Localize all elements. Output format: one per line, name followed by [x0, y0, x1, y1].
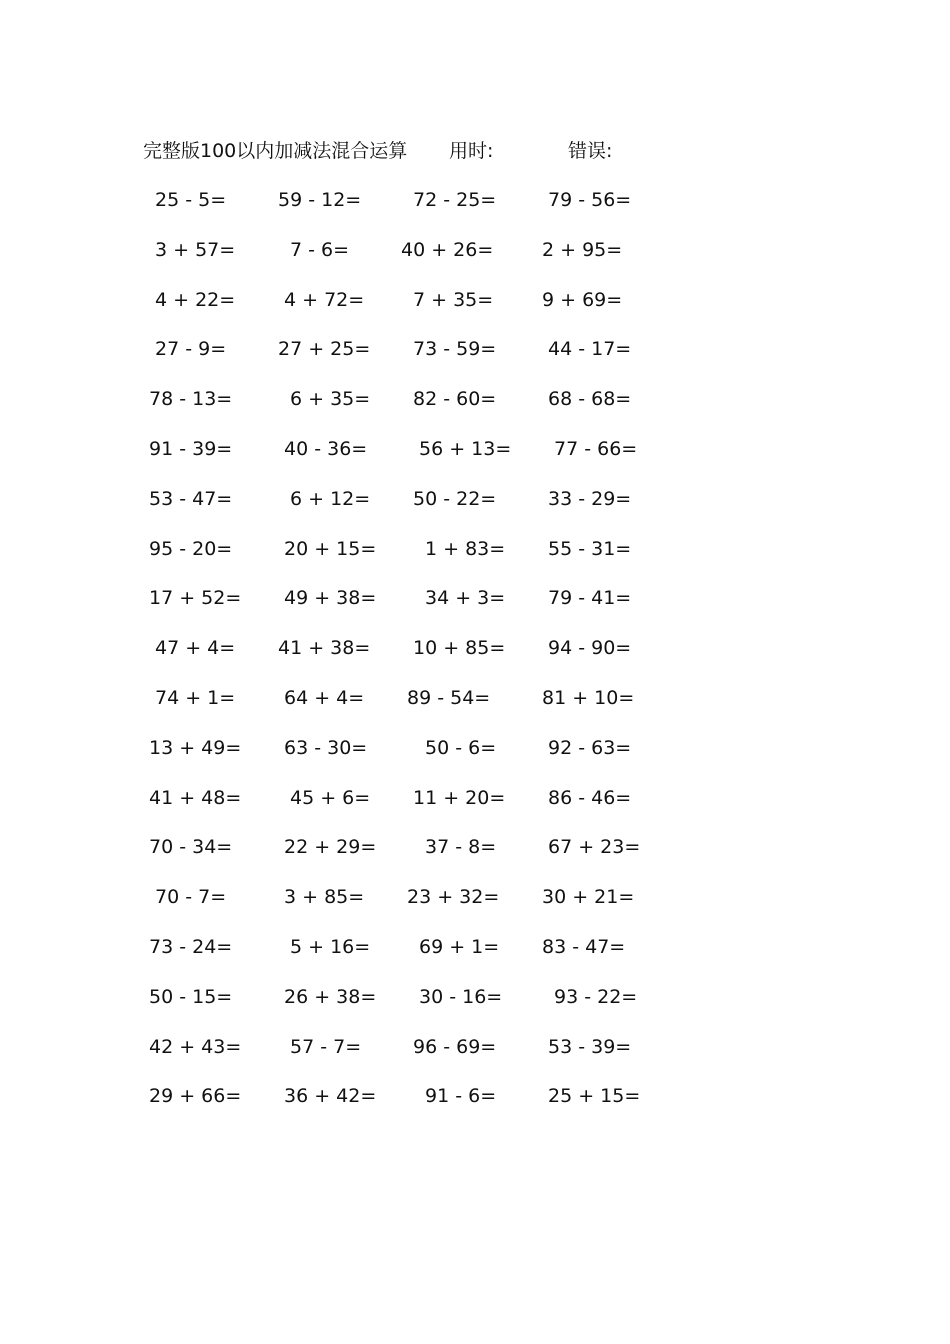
arithmetic-problem: 30 + 21= — [542, 886, 635, 909]
arithmetic-problem: 4 + 22= — [155, 288, 236, 311]
problem-row — [0, 381, 950, 431]
arithmetic-problem: 25 - 5= — [155, 189, 227, 211]
arithmetic-problem: 34 + 3= — [425, 587, 506, 610]
arithmetic-problem: 78 - 13= — [149, 388, 233, 411]
arithmetic-problem: 9 + 69= — [542, 288, 623, 311]
problem-row — [0, 431, 950, 481]
arithmetic-problem: 2 + 95= — [542, 238, 623, 261]
arithmetic-problem: 30 - 16= — [419, 985, 503, 1008]
arithmetic-problem: 79 - 41= — [548, 587, 632, 610]
arithmetic-problem: 67 + 23= — [548, 836, 641, 859]
arithmetic-problem: 69 + 1= — [419, 935, 500, 958]
arithmetic-problem: 83 - 47= — [542, 935, 626, 958]
arithmetic-problem: 89 - 54= — [407, 686, 491, 709]
arithmetic-problem: 59 - 12= — [278, 189, 362, 211]
arithmetic-problem: 4 + 72= — [284, 288, 365, 311]
arithmetic-problem: 86 - 46= — [548, 786, 632, 809]
arithmetic-problem: 7 - 6= — [290, 238, 350, 261]
arithmetic-problem: 33 - 29= — [548, 487, 632, 510]
problem-row — [0, 580, 950, 630]
problem-row — [0, 929, 950, 979]
arithmetic-problem: 1 + 83= — [425, 537, 506, 560]
arithmetic-problem: 20 + 15= — [284, 537, 377, 560]
arithmetic-problem: 7 + 35= — [413, 288, 494, 311]
arithmetic-problem: 22 + 29= — [284, 836, 377, 859]
problem-row — [0, 232, 950, 282]
arithmetic-problem: 10 + 85= — [413, 637, 506, 660]
problem-row — [0, 680, 950, 730]
problem-row — [0, 630, 950, 680]
problem-row — [0, 282, 950, 332]
problem-row — [0, 780, 950, 830]
arithmetic-problem: 91 - 6= — [425, 1085, 497, 1108]
arithmetic-problem: 73 - 24= — [149, 935, 233, 958]
problem-grid — [0, 182, 950, 1128]
arithmetic-problem: 57 - 7= — [290, 1035, 362, 1058]
arithmetic-problem: 81 + 10= — [542, 686, 635, 709]
problem-row — [0, 331, 950, 381]
arithmetic-problem: 73 - 59= — [413, 338, 497, 361]
arithmetic-problem: 63 - 30= — [284, 736, 368, 759]
arithmetic-problem: 82 - 60= — [413, 388, 497, 411]
arithmetic-problem: 42 + 43= — [149, 1035, 242, 1058]
arithmetic-problem: 53 - 47= — [149, 487, 233, 510]
arithmetic-problem: 74 + 1= — [155, 686, 236, 709]
arithmetic-problem: 3 + 57= — [155, 238, 236, 261]
arithmetic-problem: 6 + 12= — [290, 487, 371, 510]
arithmetic-problem: 26 + 38= — [284, 985, 377, 1008]
arithmetic-problem: 70 - 7= — [155, 886, 227, 909]
problem-row — [0, 730, 950, 780]
arithmetic-problem: 6 + 35= — [290, 388, 371, 411]
arithmetic-problem: 91 - 39= — [149, 437, 233, 460]
arithmetic-problem: 50 - 15= — [149, 985, 233, 1008]
arithmetic-problem: 53 - 39= — [548, 1035, 632, 1058]
arithmetic-problem: 29 + 66= — [149, 1085, 242, 1108]
arithmetic-problem: 45 + 6= — [290, 786, 371, 809]
arithmetic-problem: 93 - 22= — [554, 985, 638, 1008]
problem-row — [0, 481, 950, 531]
arithmetic-problem: 94 - 90= — [548, 637, 632, 660]
arithmetic-problem: 64 + 4= — [284, 686, 365, 709]
arithmetic-problem: 41 + 38= — [278, 637, 371, 660]
arithmetic-problem: 95 - 20= — [149, 537, 233, 560]
arithmetic-problem: 40 - 36= — [284, 437, 368, 460]
problem-row — [0, 1029, 950, 1079]
error-count-label: 错误: — [568, 140, 613, 162]
arithmetic-problem: 68 - 68= — [548, 388, 632, 411]
arithmetic-problem: 36 + 42= — [284, 1085, 377, 1108]
problem-row — [0, 182, 950, 232]
arithmetic-problem: 27 - 9= — [155, 338, 227, 361]
problem-row — [0, 531, 950, 581]
arithmetic-problem: 47 + 4= — [155, 637, 236, 660]
problem-row — [0, 829, 950, 879]
arithmetic-problem: 27 + 25= — [278, 338, 371, 361]
arithmetic-problem: 40 + 26= — [401, 238, 494, 261]
arithmetic-problem: 49 + 38= — [284, 587, 377, 610]
problem-row — [0, 879, 950, 929]
arithmetic-problem: 44 - 17= — [548, 338, 632, 361]
arithmetic-problem: 25 + 15= — [548, 1085, 641, 1108]
time-used-label: 用时: — [449, 140, 494, 162]
arithmetic-problem: 23 + 32= — [407, 886, 500, 909]
worksheet-title: 完整版100以内加减法混合运算 — [143, 140, 408, 162]
arithmetic-problem: 3 + 85= — [284, 886, 365, 909]
arithmetic-problem: 56 + 13= — [419, 437, 512, 460]
arithmetic-problem: 92 - 63= — [548, 736, 632, 759]
arithmetic-problem: 96 - 69= — [413, 1035, 497, 1058]
arithmetic-problem: 77 - 66= — [554, 437, 638, 460]
problem-row — [0, 979, 950, 1029]
arithmetic-problem: 72 - 25= — [413, 189, 497, 211]
arithmetic-problem: 55 - 31= — [548, 537, 632, 560]
arithmetic-problem: 70 - 34= — [149, 836, 233, 859]
arithmetic-problem: 13 + 49= — [149, 736, 242, 759]
problem-row — [0, 1078, 950, 1128]
arithmetic-problem: 41 + 48= — [149, 786, 242, 809]
arithmetic-problem: 79 - 56= — [548, 189, 632, 211]
arithmetic-problem: 17 + 52= — [149, 587, 242, 610]
arithmetic-problem: 5 + 16= — [290, 935, 371, 958]
arithmetic-problem: 50 - 22= — [413, 487, 497, 510]
arithmetic-problem: 50 - 6= — [425, 736, 497, 759]
arithmetic-problem: 11 + 20= — [413, 786, 506, 809]
arithmetic-problem: 37 - 8= — [425, 836, 497, 859]
